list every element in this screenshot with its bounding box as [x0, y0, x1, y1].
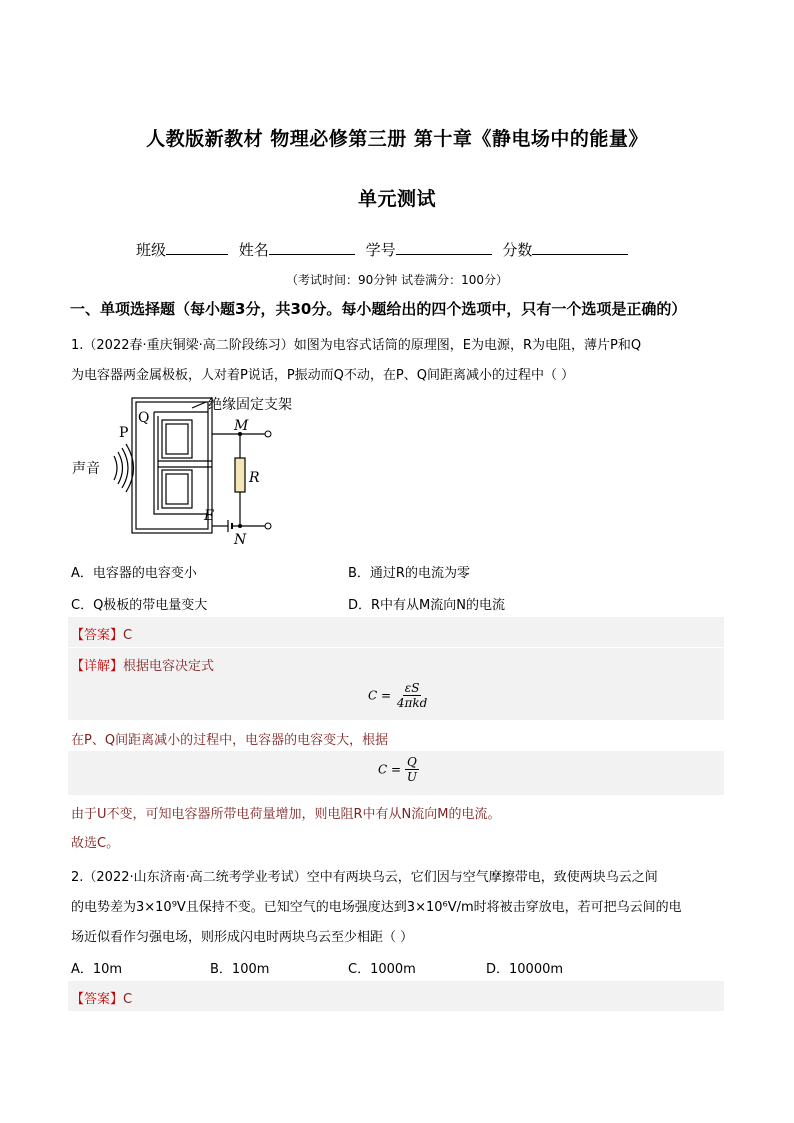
- document-subtitle: 单元测试: [357, 188, 436, 210]
- detail-tag: 【详解】: [71, 659, 124, 674]
- detail-text-3: 由于U不变，可知电容器所带电荷量增加，则电阻R中有从N流向M的电流。: [71, 807, 501, 822]
- bracket-label: 绝缘固定支架: [208, 397, 292, 413]
- q2-option-c[interactable]: C．1000m: [348, 962, 416, 977]
- option-c[interactable]: C．Q极板的带电量变大: [71, 598, 208, 613]
- student-id-label: 学号: [365, 241, 396, 259]
- exam-info: （考试时间：90分钟 试卷满分：100分）: [286, 273, 508, 287]
- option-b[interactable]: B．通过R的电流为零: [348, 566, 470, 581]
- source-e-label: E: [204, 508, 215, 524]
- capacitor-microphone-diagram: [70, 392, 310, 550]
- question-2-line-3: 场近似看作匀强电场，则形成闪电时两块乌云至少相距（ ）: [71, 930, 414, 945]
- answer-value: C: [123, 992, 133, 1007]
- class-blank[interactable]: [166, 240, 228, 255]
- q2-option-d[interactable]: D．10000m: [486, 962, 564, 977]
- info-fields: [136, 239, 628, 260]
- student-id-blank[interactable]: [396, 240, 492, 255]
- answer-value: C: [123, 628, 133, 643]
- answer-box-1: [68, 617, 724, 647]
- answer-1: [71, 624, 132, 643]
- question-1-line-1: 1.（2022春·重庆铜梁·高二阶段练习）如图为电容式话筒的原理图，E为电源，R为电阻，薄片P和Q: [71, 338, 642, 353]
- question-1-line-2: 为电容器两金属极板，人对着P说话，P振动而Q不动，在P、Q间距离减小的过程中（ ）: [71, 368, 575, 383]
- formula-capacitance: C = $\frac{\varepsilon S}{\text{4πkd}}$: [368, 681, 428, 710]
- document-title: 人教版新教材 物理必修第三册 第十章《静电场中的能量》: [146, 128, 648, 150]
- option-d[interactable]: D．R中有从M流向N的电流: [348, 598, 505, 613]
- name-blank[interactable]: [269, 240, 355, 255]
- score-blank[interactable]: [532, 240, 628, 255]
- answer-2: [71, 988, 132, 1007]
- detail-text-2: 在P、Q间距离减小的过程中，电容器的电容变大，根据: [71, 733, 389, 748]
- score-label: 分数: [502, 241, 533, 259]
- formula-charge: C = $\frac{Q}{U}$: [378, 755, 418, 784]
- name-label: 姓名: [238, 241, 269, 259]
- resistor-label: R: [249, 470, 260, 486]
- point-n-label: N: [234, 532, 247, 548]
- q2-option-b[interactable]: B．100m: [210, 962, 270, 977]
- point-m-label: M: [234, 418, 249, 434]
- question-2-line-1: 2.（2022·山东济南·高二统考学业考试）空中有两块乌云，它们因与空气摩擦带电，致使两块乌云之间: [71, 870, 658, 885]
- answer-tag: 【答案】: [71, 992, 124, 1007]
- section-heading: 一、单项选择题（每小题3分，共30分。每小题给出的四个选项中，只有一个选项是正确的）: [70, 300, 687, 318]
- plate-q-label: Q: [138, 410, 150, 426]
- question-2-line-2: 的电势差为3×10⁹V且保持不变。已知空气的电场强度达到3×10⁶V/m时将被击穿放电，若可把乌云间的电: [71, 900, 682, 915]
- answer-tag: 【答案】: [71, 628, 124, 643]
- detail-text-4: 故选C。: [71, 836, 120, 851]
- plate-p-label: P: [119, 425, 129, 441]
- detail-1: [71, 655, 214, 674]
- sound-label: 声音: [72, 461, 100, 477]
- option-a[interactable]: A．电容器的电容变小: [71, 566, 197, 581]
- q2-option-a[interactable]: A．10m: [71, 962, 123, 977]
- class-label: 班级: [136, 241, 167, 259]
- answer-box-2: [68, 981, 724, 1011]
- detail-text-1: 根据电容决定式: [123, 659, 215, 674]
